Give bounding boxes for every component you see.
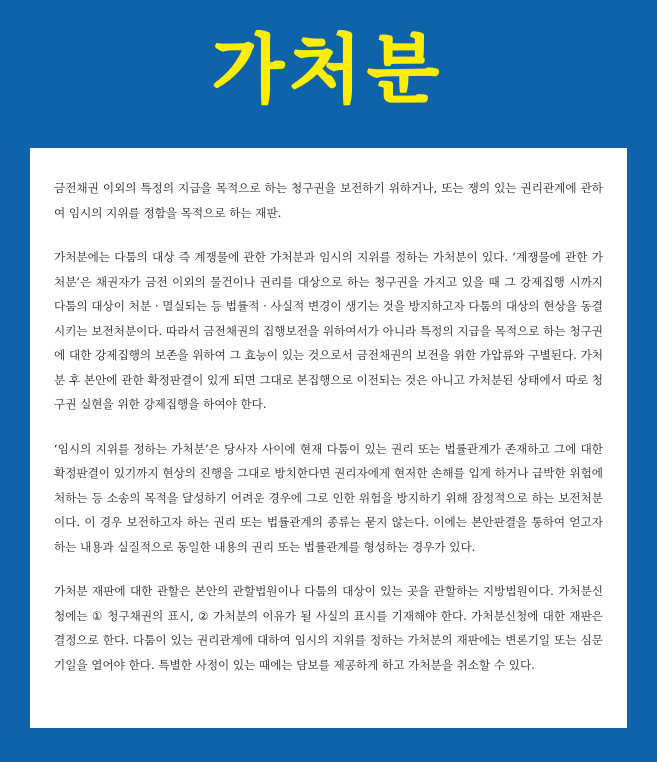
paragraph-temporary-status: ‘임시의 지위를 정하는 가처분’은 당사자 사이에 현재 다툼이 있는 권리 또는 법률관계가 존재하고 그에 대한 확정판결이 있기까지 현상의 진행을 그대로 방치한다면 권리자에게 현저한 손해를 입게 하거나 급박한 위험에 처하는 등 소송의 목적을 달성하기 어려운 경우에 그로 인한 위험을 방지하기 위해 잠정적으로 하는 보전처분이다. 이 경우 보전하고자 하는 권리 또는 법률관계의 종류는 묻지 않는다. 이에는 본안판결을 통하여 얻고자 하는 내용과 실질적으로 동일한 내용의 권리 또는 법률관계를 형성하는 경우가 있다.	[54, 441, 603, 554]
page-title: 가처분	[212, 27, 445, 113]
paragraph-jurisdiction: 가처분 재판에 대한 관할은 본안의 관할법원이나 다툼의 대상이 있는 곳을 관할하는 지방법원이다. 가처분신청에는 ① 청구채권의 표시, ② 가처분의 이유가 될 사실의 표시를 기재해야 한다. 가처분신청에 대한 재판은 결정으로 한다. 다툼이 있는 권리관계에 대하여 임시의 지위를 정하는 가처분의 재판에는 변론기일 또는 심문기일을 열어야 한다. 특별한 사정이 있는 때에는 담보를 제공하게 하고 가처분을 취소할 수 있다.	[54, 584, 603, 672]
paragraph-types: 가처분에는 다툼의 대상 즉 계쟁물에 관한 가처분과 임시의 지위를 정하는 가처분이 있다. ‘계쟁물에 관한 가처분’은 채권자가 금전 이외의 물건이나 권리를 대상으로 하는 청구권을 가지고 있을 때 그 강제집행 시까지 다툼의 대상이 처분 · 멸실되는 등 법률적 · 사실적 변경이 생기는 것을 방지하고자 다툼의 대상의 현상을 동결시키는 보전처분이다. 따라서 금전채권의 집행보전을 위하여서가 아니라 특정의 지급을 목적으로 하는 청구권에 대한 강제집행의 보존을 위하여 그 효능이 있는 것으로서 금전채권의 보전을 위한 가압류와 구별된다. 가처분 후 본안에 관한 확정판결이 있게 되면 그대로 본집행으로 이전되는 것은 아니고 가처분된 상태에서 따로 청구권 실현을 위한 강제집행을 하여야 한다.	[54, 250, 603, 411]
paragraph-definition: 금전채권 이외의 특정의 지급을 목적으로 하는 청구권을 보전하기 위하거나, 또는 쟁의 있는 권리관계에 관하여 임시의 지위를 정함을 목적으로 하는 재판.	[54, 181, 603, 220]
content-panel	[30, 148, 627, 728]
